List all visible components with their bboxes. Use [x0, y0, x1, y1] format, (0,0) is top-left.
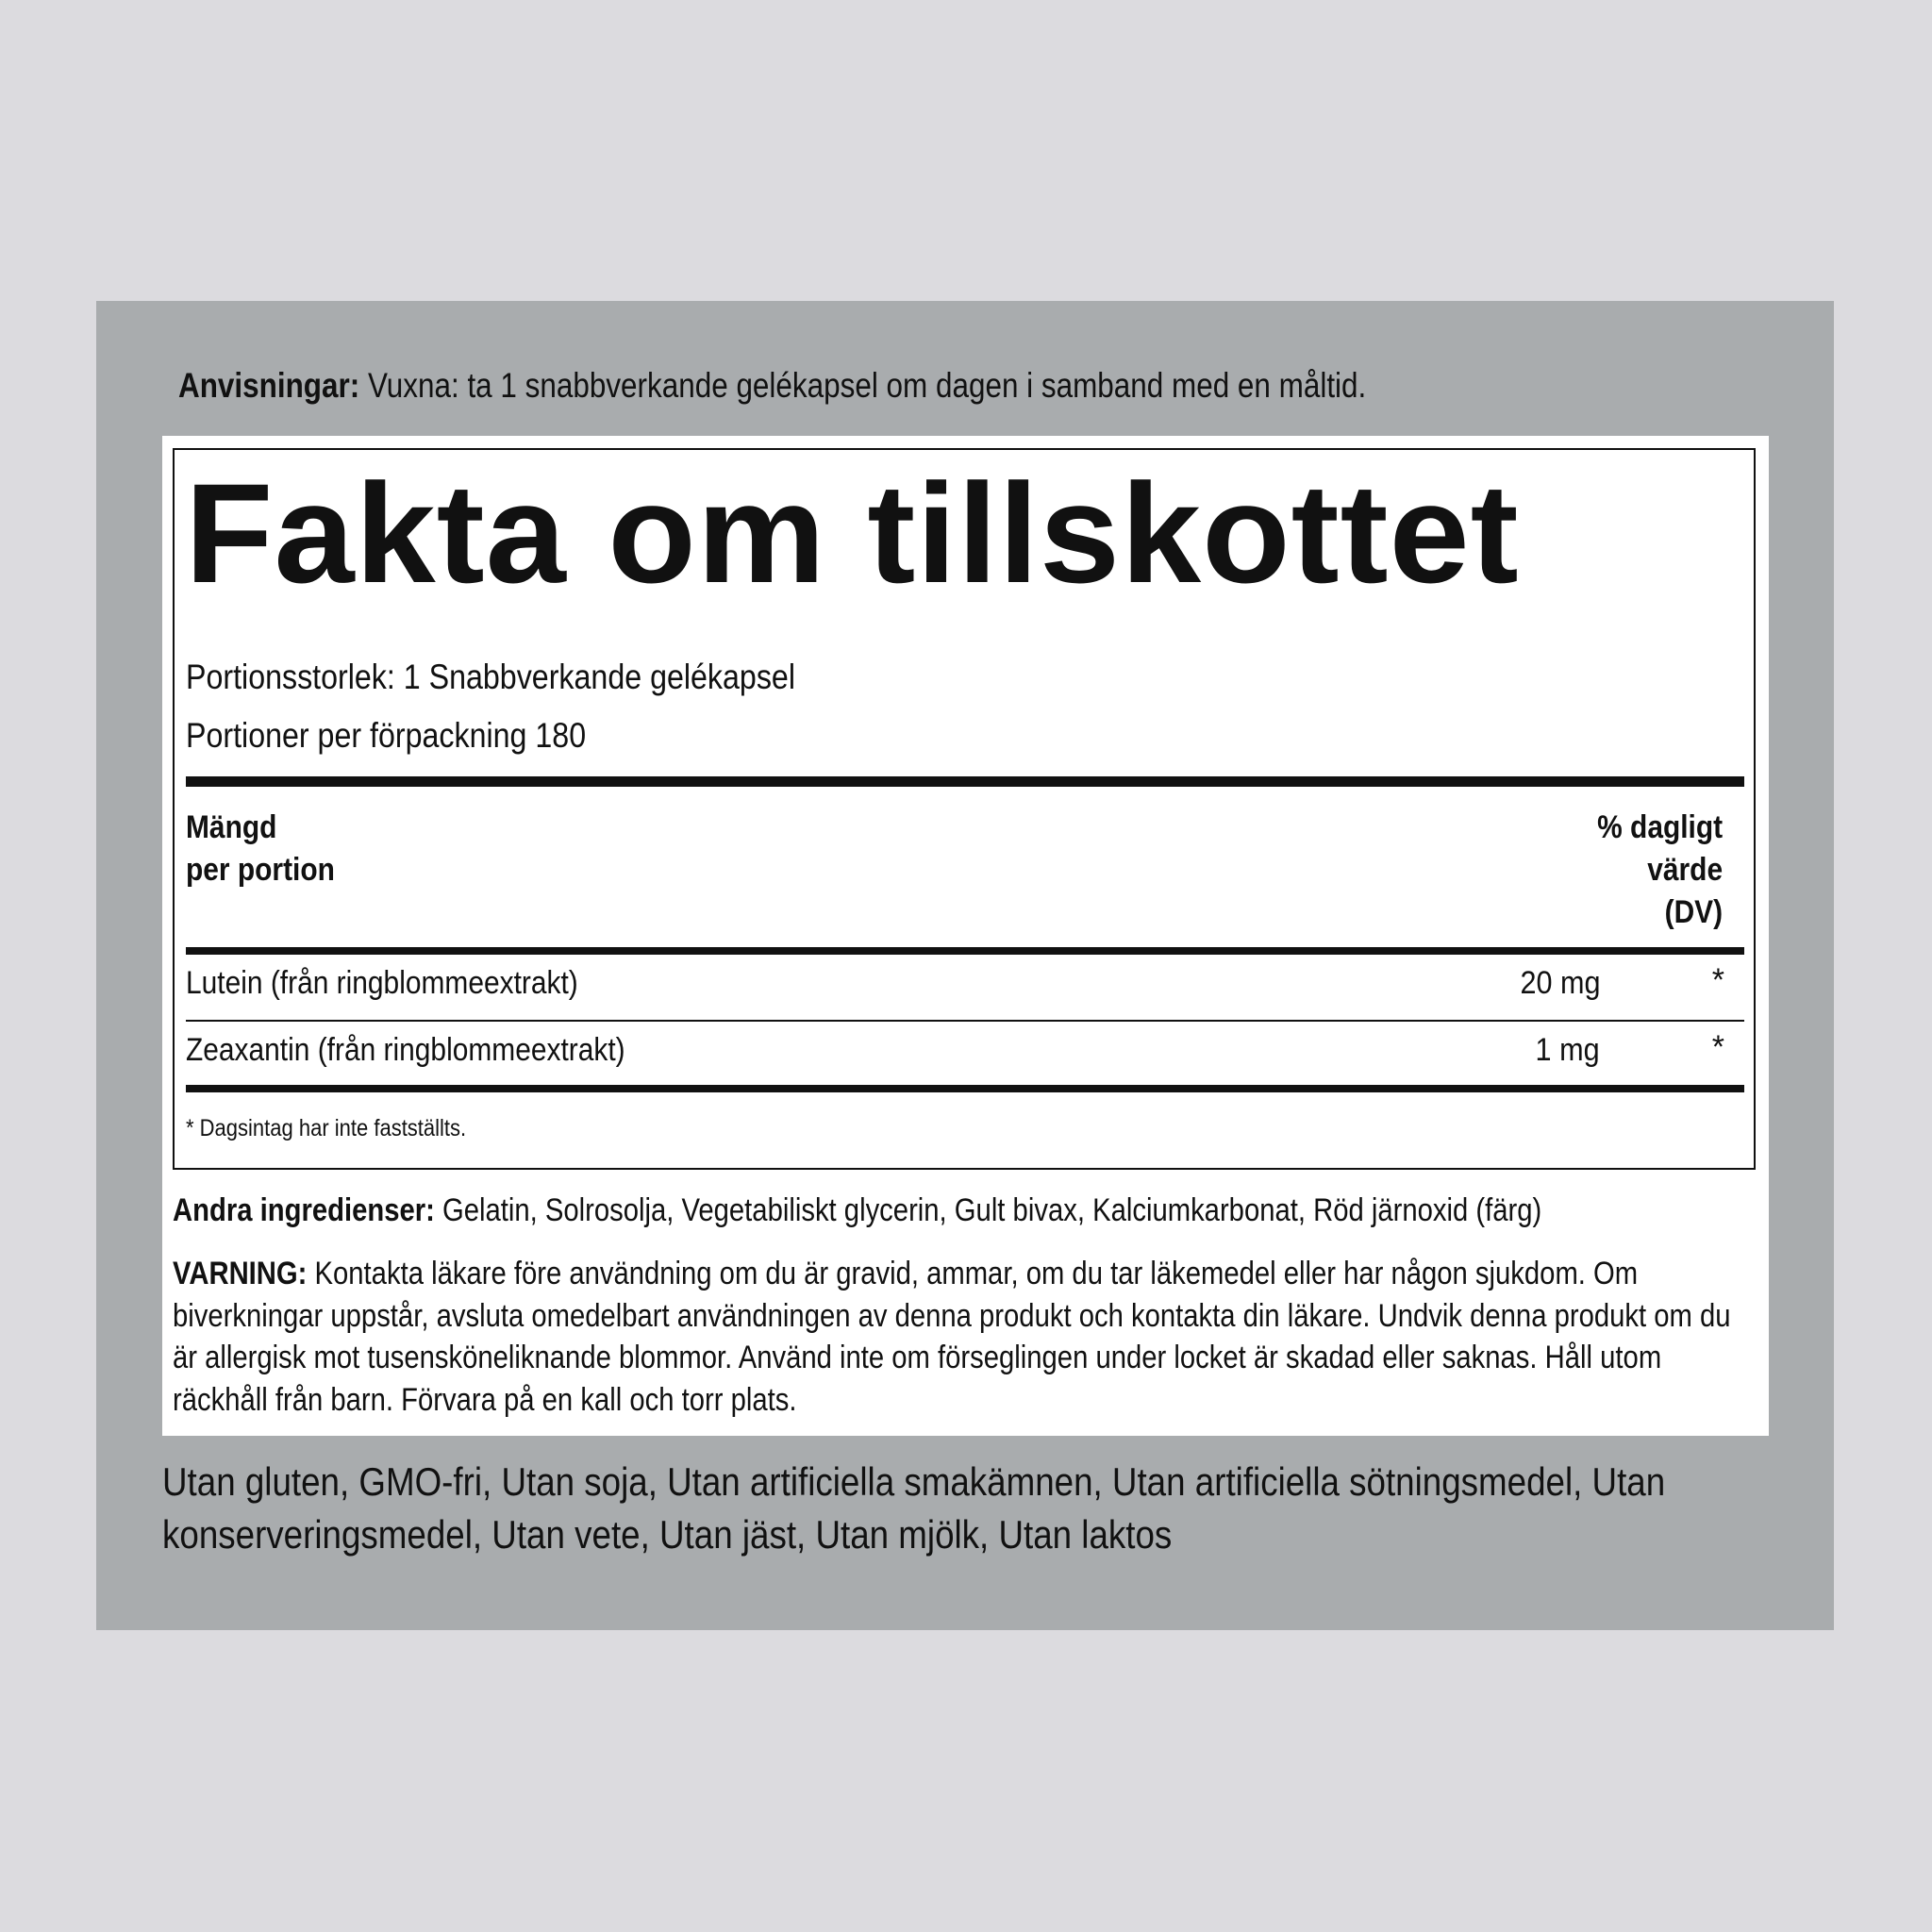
row-name-lutein: Lutein (från ringblommeextrakt)	[186, 965, 578, 1001]
other-ingredients-list: Gelatin, Solrosolja, Vegetabiliskt glycerin, Gult bivax, Kalciumkarbonat, Röd järnoxid (färg)	[434, 1192, 1542, 1228]
header-amount-line2: per portion	[186, 852, 335, 888]
rule-header-bottom	[186, 947, 1744, 955]
row-amount-zeaxanthin: 1 mg	[1535, 1032, 1600, 1068]
header-amount-per-serving	[186, 807, 335, 891]
free-from-claims: Utan gluten, GMO-fri, Utan soja, Utan artificiella smakämnen, Utan artificiella sötningsmedel, Utan konserveringsmedel, Utan vete, Utan jäst, Utan mjölk, Utan laktos	[162, 1459, 1666, 1557]
row-dv-zeaxanthin: *	[1711, 1029, 1724, 1065]
header-dv-line3: (DV)	[1664, 894, 1723, 930]
row-name-zeaxanthin: Zeaxantin (från ringblommeextrakt)	[186, 1032, 625, 1068]
warning-text	[173, 1253, 1758, 1421]
warning-body: Kontakta läkare före användning om du är gravid, ammar, om du tar läkemedel eller har någon sjukdom. Om biverkningar uppstår, avsluta omedelbart användningen av denna produkt och kontakta din läkare. Undvik denna produkt om du är allergisk mot tusensköneliknande blommor. Använd inte om förseglingen under locket är skadad eller saknas. Håll utom räckhåll från barn. Förvara på en kall och torr plats.	[173, 1256, 1731, 1418]
header-dv-line1: % dagligt	[1597, 809, 1723, 845]
header-dv-line2: värde	[1647, 852, 1723, 888]
serving-size: Portionsstorlek: 1 Snabbverkande gelékapsel	[186, 658, 795, 696]
rule-table-bottom	[186, 1085, 1744, 1092]
other-ingredients-label: Andra ingredienser:	[173, 1192, 435, 1228]
servings-per-container: Portioner per förpackning 180	[186, 716, 587, 755]
daily-value-footnote: * Dagsintag har inte fastställts.	[186, 1115, 467, 1141]
warning-label: VARNING:	[173, 1256, 308, 1291]
other-ingredients	[173, 1189, 1541, 1232]
directions-text	[178, 362, 1366, 409]
row-dv-lutein: *	[1711, 962, 1724, 998]
header-daily-value	[1597, 807, 1723, 934]
row-amount-lutein: 20 mg	[1519, 965, 1600, 1001]
header-amount-line1: Mängd	[186, 809, 277, 845]
rule-thick-top	[186, 776, 1744, 787]
facts-title: Fakta om tillskottet	[185, 454, 1520, 612]
directions-body: Vuxna: ta 1 snabbverkande gelékapsel om dagen i samband med en måltid.	[359, 366, 1367, 405]
directions-label: Anvisningar:	[178, 366, 360, 405]
rule-row-divider	[186, 1020, 1744, 1022]
